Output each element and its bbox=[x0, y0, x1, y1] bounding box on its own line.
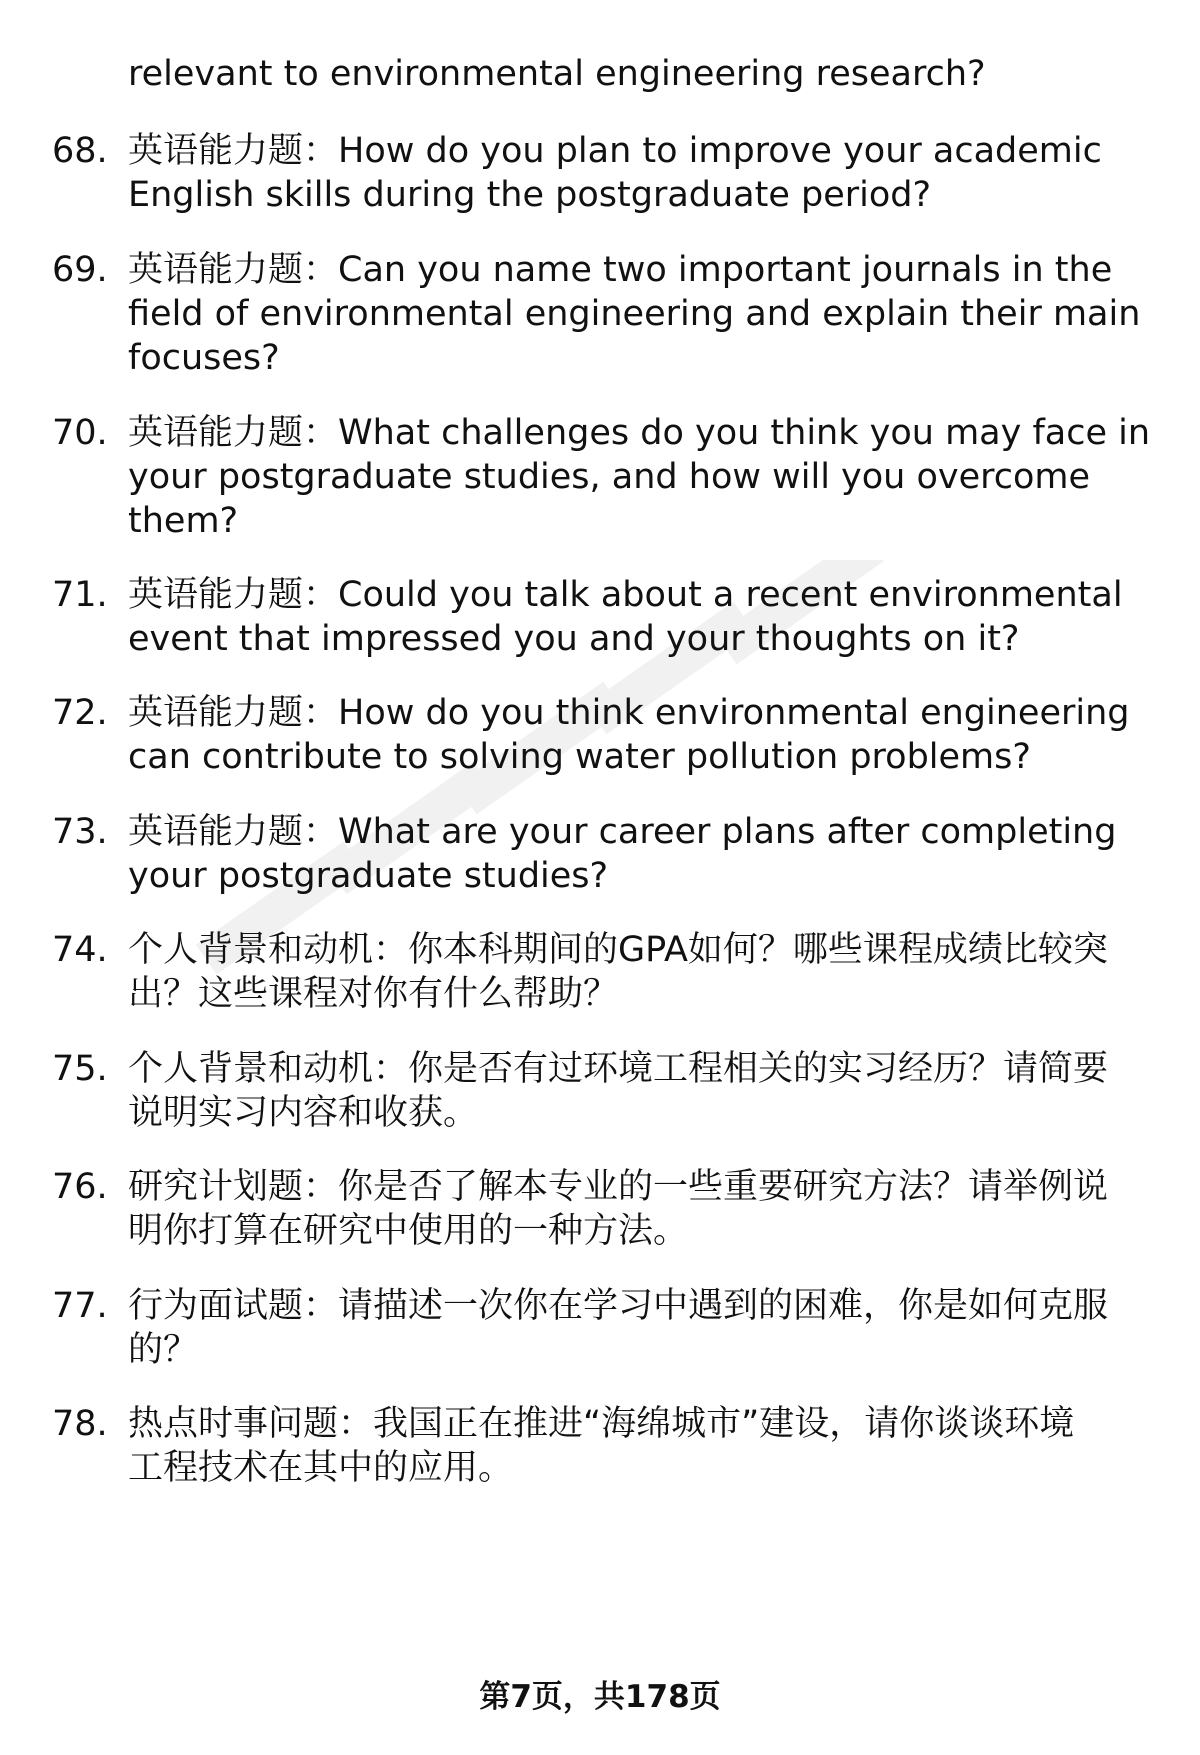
question-number: 76. bbox=[52, 1167, 108, 1207]
question-text: 说明实习内容和收获。 bbox=[128, 1093, 479, 1133]
question-number: 75. bbox=[52, 1049, 108, 1089]
question-text: field of environmental engineering and explain their main bbox=[128, 294, 1141, 334]
question-number: 69. bbox=[52, 250, 108, 290]
question-text: 英语能力题：How do you think environmental engineering bbox=[128, 693, 1130, 733]
question-text: your postgraduate studies, and how will you overcome bbox=[128, 457, 1091, 497]
question-number: 73. bbox=[52, 812, 108, 852]
question-text: 个人背景和动机：你本科期间的GPA如何？哪些课程成绩比较突 bbox=[128, 930, 1108, 970]
page-footer: 第7页，共178页 bbox=[479, 1679, 721, 1715]
question-text: 的？ bbox=[128, 1330, 199, 1370]
question-text: focuses? bbox=[128, 338, 280, 378]
question-text: 英语能力题：What are your career plans after completing bbox=[128, 812, 1117, 852]
question-text: 出？这些课程对你有什么帮助？ bbox=[128, 974, 619, 1014]
question-number: 72. bbox=[52, 693, 108, 733]
question-text: your postgraduate studies? bbox=[128, 856, 609, 896]
question-text: 研究计划题：你是否了解本专业的一些重要研究方法？请举例说 bbox=[128, 1167, 1109, 1207]
question-text: 英语能力题：What challenges do you think you may face in bbox=[128, 413, 1151, 453]
text-line: relevant to environmental engineering research? bbox=[128, 54, 986, 94]
question-text: 英语能力题：Could you talk about a recent environmental bbox=[128, 575, 1123, 615]
question-number: 68. bbox=[52, 131, 108, 171]
question-text: 明你打算在研究中使用的一种方法。 bbox=[128, 1211, 689, 1251]
question-number: 74. bbox=[52, 930, 108, 970]
question-number: 70. bbox=[52, 413, 108, 453]
question-text: 英语能力题：Can you name two important journals in the bbox=[128, 250, 1113, 290]
question-number: 78. bbox=[52, 1404, 108, 1444]
question-number: 77. bbox=[52, 1286, 108, 1326]
question-text: event that impressed you and your thoughts on it? bbox=[128, 619, 1020, 659]
question-text: 热点时事问题：我国正在推进“海绵城市”建设，请你谈谈环境 bbox=[128, 1404, 1075, 1444]
question-number: 71. bbox=[52, 575, 108, 615]
question-text: English skills during the postgraduate period? bbox=[128, 175, 932, 215]
question-text: 行为面试题：请描述一次你在学习中遇到的困难，你是如何克服 bbox=[128, 1286, 1109, 1326]
question-text: 工程技术在其中的应用。 bbox=[128, 1448, 514, 1488]
question-text: 个人背景和动机：你是否有过环境工程相关的实习经历？请简要 bbox=[128, 1049, 1109, 1089]
question-text: them? bbox=[128, 501, 239, 541]
question-text: 英语能力题：How do you plan to improve your academic bbox=[128, 131, 1102, 171]
question-text: can contribute to solving water pollution problems? bbox=[128, 737, 1031, 777]
